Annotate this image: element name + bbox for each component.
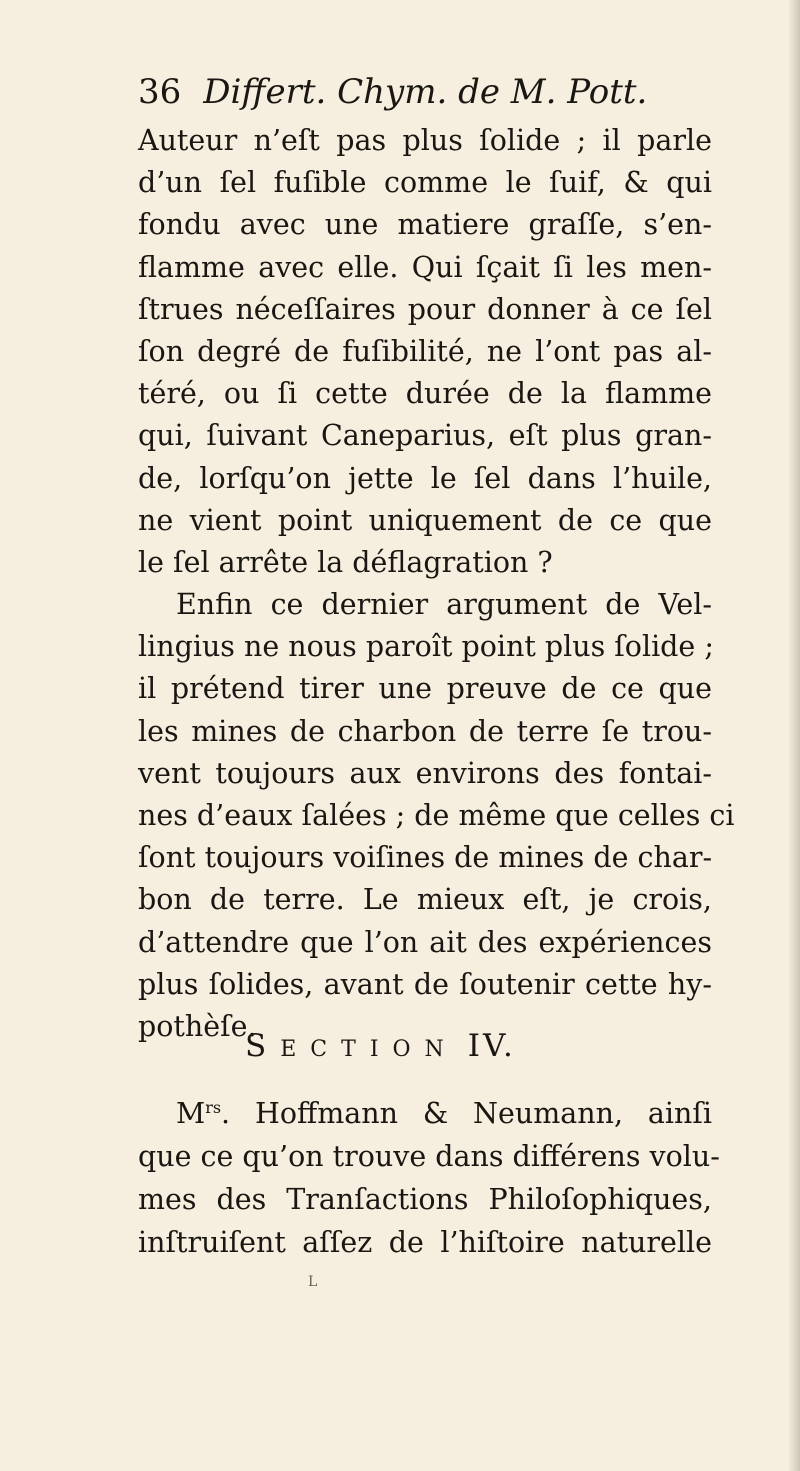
text-line: ſtrues néceſſaires pour donner à ce ſel	[138, 292, 712, 326]
running-title: Differt. Chym. de M. Pott.	[203, 72, 648, 112]
binding-edge-shadow	[788, 0, 800, 1471]
text-line: Enfin ce dernier argument de Vel-	[176, 588, 712, 622]
section-heading	[245, 1028, 645, 1074]
text-line	[138, 1092, 712, 1135]
text-line: d’attendre que l’on ait des expériences	[138, 925, 712, 959]
text-line: ſont toujours voiſines de mines de char-	[138, 841, 713, 875]
signature-mark: L	[308, 1274, 318, 1290]
text-block-upper	[138, 120, 735, 1048]
text-line: que ce qu’on trouve dans différens volu-	[138, 1140, 720, 1173]
paragraph-1	[138, 120, 712, 584]
text-line: vent toujours aux environs des fontai-	[138, 756, 712, 790]
text-line: lingius ne nous paroît point plus ſolide ;	[138, 630, 714, 664]
text-line: de, lorſqu’on jette le ſel dans l’huile,	[138, 461, 712, 495]
text-line: fondu avec une matiere graſſe, s’en-	[138, 208, 712, 242]
page-number: 36	[138, 72, 182, 112]
text-line: mes des Tranſactions Philoſophiques,	[138, 1183, 712, 1216]
paragraph-2	[138, 584, 735, 1048]
paragraph-3	[138, 1092, 720, 1264]
text-lead-superscript: rs	[205, 1098, 222, 1117]
text-lead: M	[176, 1097, 206, 1130]
text-line: plus ſolides, avant de ſoutenir cette hy-	[138, 967, 712, 1001]
text-line: il prétend tirer une preuve de ce que	[138, 672, 712, 706]
text-line: bon de terre. Le mieux eſt, je crois,	[138, 883, 712, 917]
section-heading-word: ECTION	[280, 1037, 458, 1062]
text-line: Auteur n’eſt pas plus ſolide ; il parle	[138, 124, 712, 157]
text-line: qui, ſuivant Caneparius, eſt plus gran-	[138, 419, 712, 453]
text-line: ne vient point uniquement de ce que	[138, 503, 712, 537]
text-line: ſon degré de fuſibilité, ne l’ont pas al-	[138, 334, 712, 368]
section-heading-initial: S	[245, 1028, 281, 1064]
running-header	[138, 72, 738, 118]
text-line: nes d’eaux ſalées ; de même que celles ci	[138, 799, 735, 832]
text-line: les mines de charbon de terre ſe trou-	[138, 714, 712, 748]
text-line: flamme avec elle. Qui ſçait ſi les men-	[138, 250, 712, 284]
section-number: IV.	[467, 1028, 516, 1064]
text-line: téré, ou ſi cette durée de la flamme	[138, 377, 712, 411]
text-line: pothèſe.	[138, 1009, 257, 1043]
text-line: le ſel arrête la déflagration ?	[138, 545, 553, 579]
text-line: inſtruiſent aſſez de l’hiſtoire naturelle	[138, 1226, 712, 1259]
text-line: d’un ſel fuſible comme le ſuif, & qui	[138, 166, 712, 200]
text-line-rest: . Hoffmann & Neumann, ainſi	[221, 1097, 712, 1130]
